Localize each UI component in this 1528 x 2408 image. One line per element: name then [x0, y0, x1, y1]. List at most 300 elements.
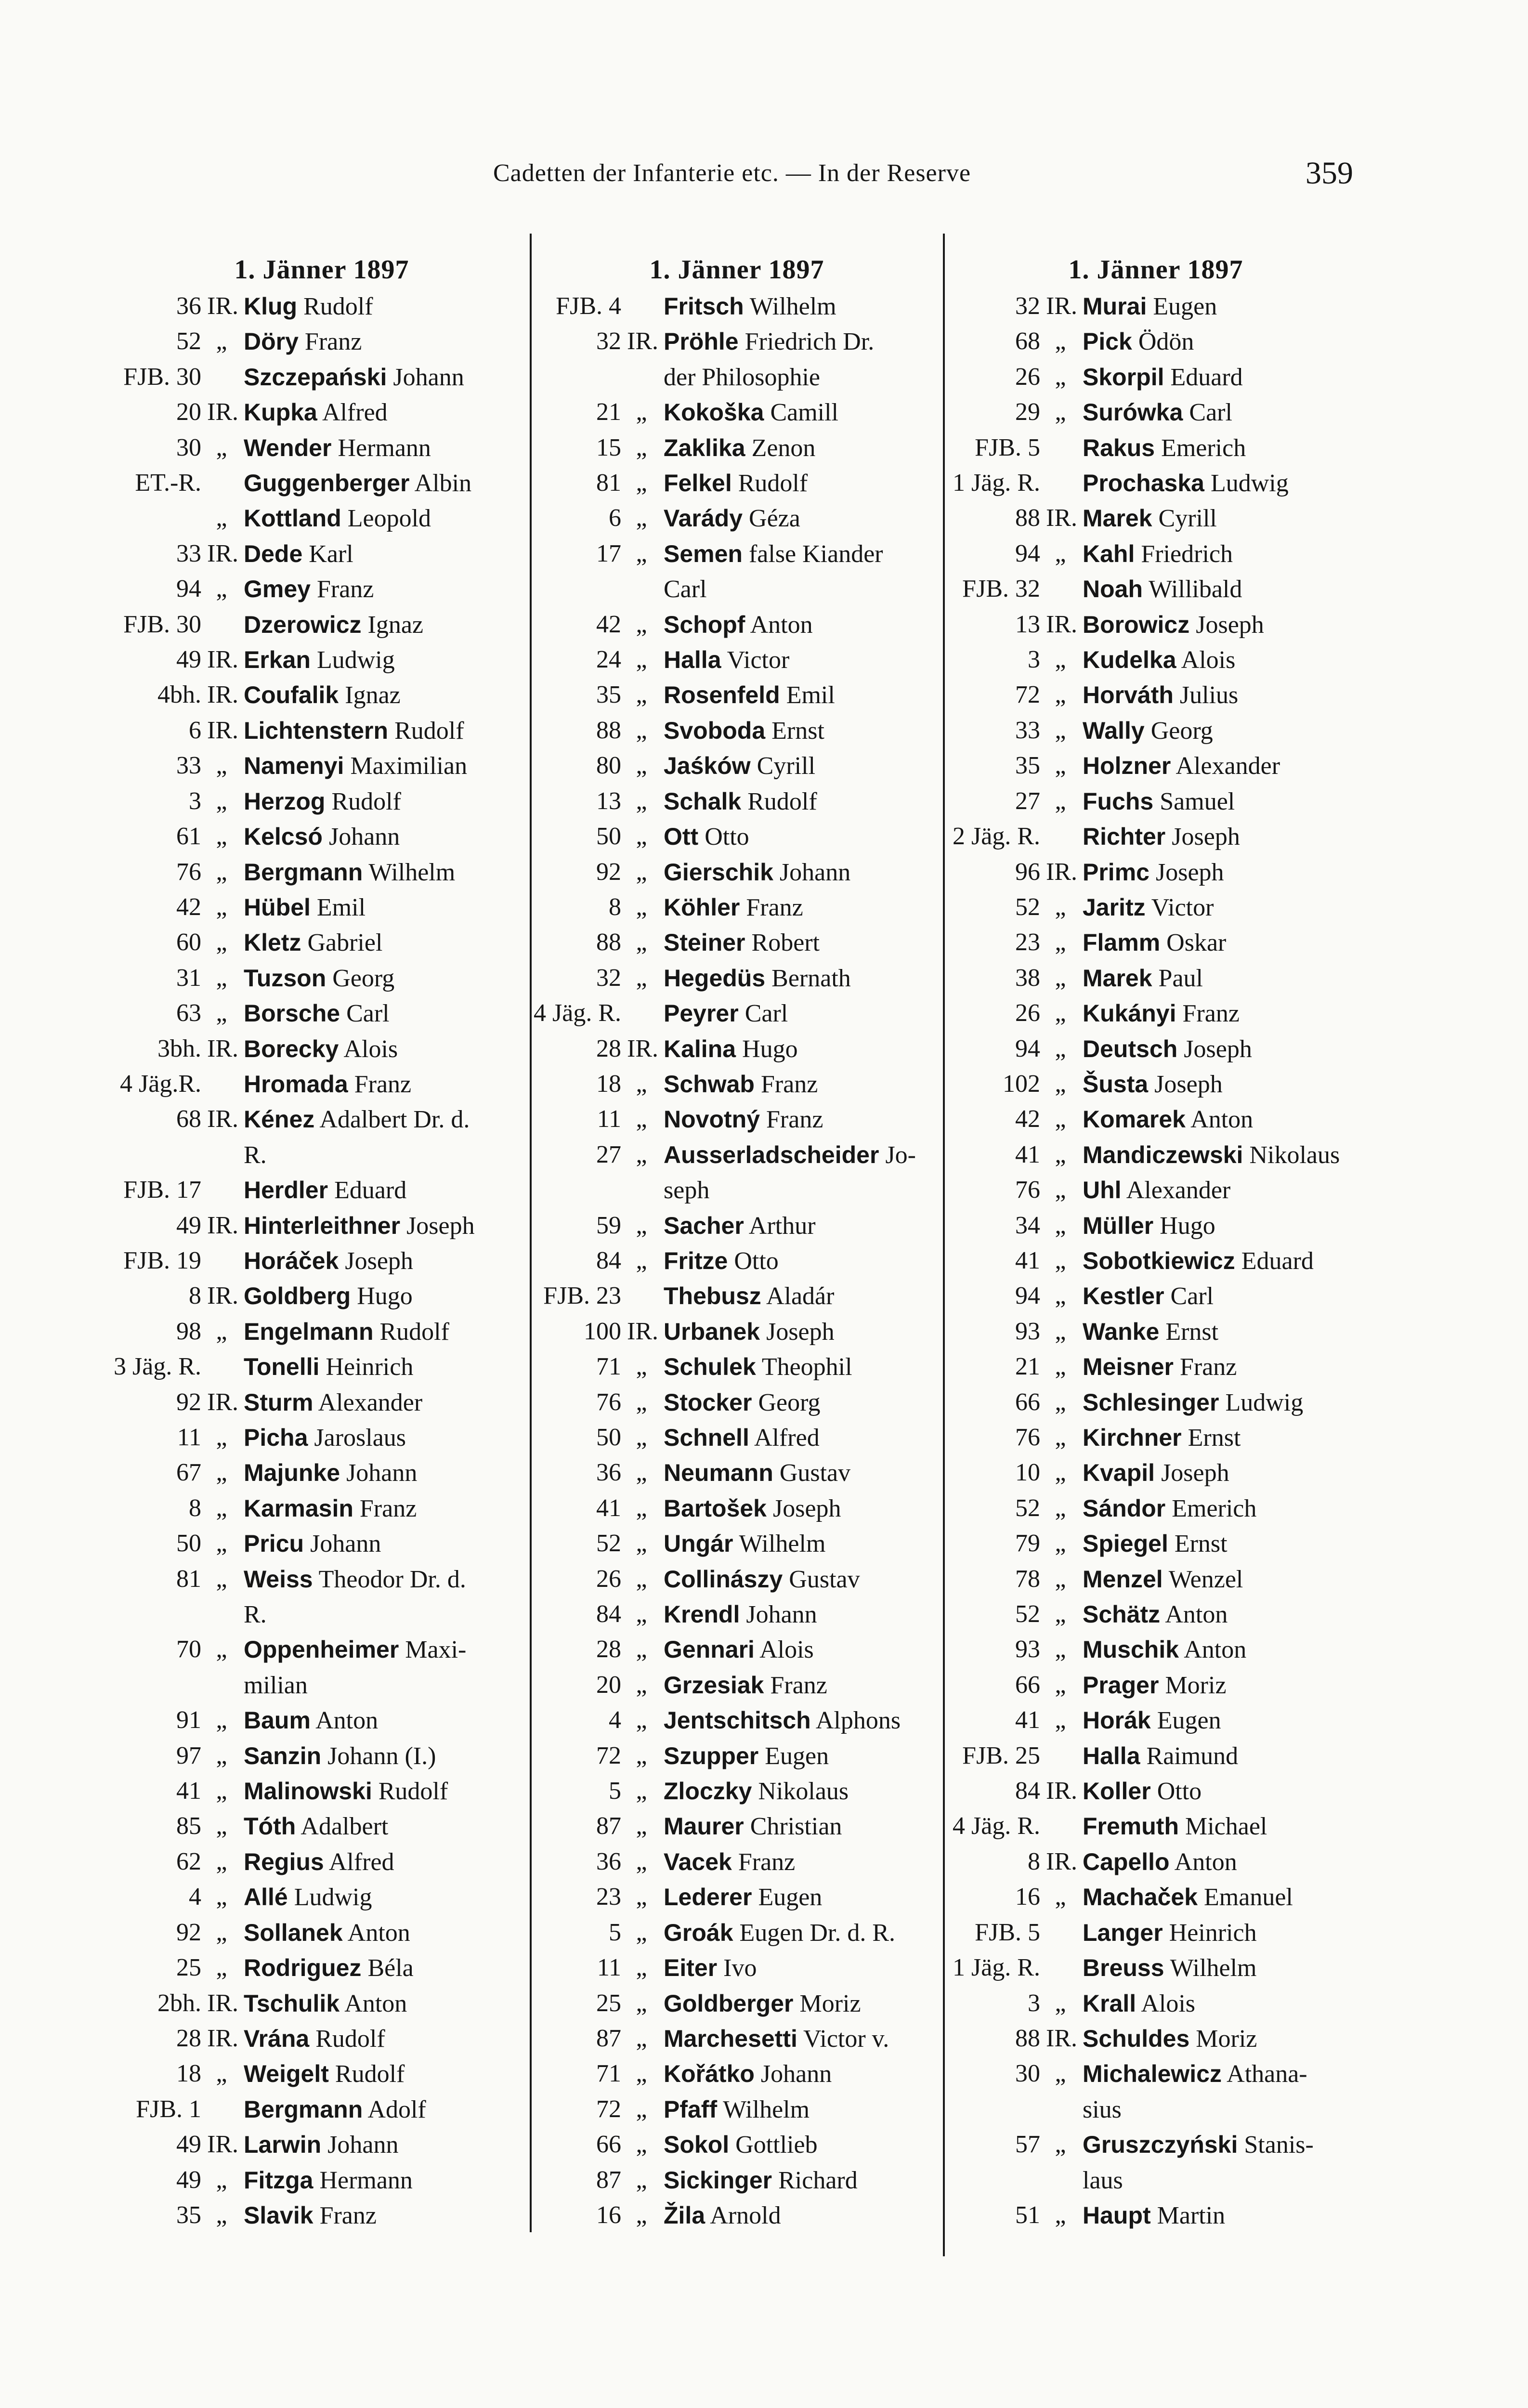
surname: Sándor	[1083, 1494, 1166, 1522]
unit-number: 68	[1015, 327, 1040, 355]
given-name: Samuel	[1160, 787, 1235, 815]
unit-number: 4 Jäg. R.	[953, 1812, 1040, 1840]
unit-type: „	[1055, 787, 1066, 815]
unit-number: 33	[176, 539, 201, 567]
list-item	[530, 748, 944, 784]
given-name: Camill	[770, 399, 838, 427]
surname: Hübel	[244, 893, 311, 921]
unit-number: 52	[1015, 1600, 1040, 1628]
unit-type	[1040, 1739, 1081, 1774]
cadet-name	[662, 1739, 944, 1774]
unit-number: 26	[1015, 363, 1040, 391]
surname: Bergmann	[244, 2095, 363, 2123]
given-name: Victor	[727, 646, 790, 674]
given-name: Friedrich Dr.	[744, 328, 875, 356]
given-name: Wilhelm	[739, 1530, 826, 1558]
list-item	[530, 784, 944, 819]
column-heading: 1. Jänner 1897	[1068, 255, 1243, 285]
unit-number	[110, 1138, 201, 1173]
unit-type: „	[1055, 327, 1066, 355]
cadet-name	[662, 1880, 944, 1915]
cadet-name	[242, 395, 534, 430]
unit-type	[201, 1597, 242, 1632]
given-name: Zenon	[751, 434, 816, 462]
unit-type: „	[216, 999, 227, 1027]
cadet-name	[242, 996, 534, 1031]
unit-type: „	[216, 1317, 227, 1345]
unit-type: „	[1055, 1600, 1066, 1628]
list-item	[530, 713, 944, 748]
given-name: Wilhelm	[749, 293, 836, 320]
cadet-name	[242, 1845, 534, 1880]
surname: Kudelka	[1083, 646, 1176, 674]
given-name: Maximilian	[350, 752, 468, 780]
list-item	[530, 1314, 944, 1349]
given-name: Carl	[1170, 1283, 1214, 1310]
cadet-name	[662, 1067, 944, 1102]
unit-type: „	[636, 893, 647, 921]
unit-type	[201, 466, 242, 501]
given-name: Bernath	[771, 964, 851, 992]
cadet-name	[242, 1067, 534, 1102]
unit-type: IR.	[627, 1317, 658, 1345]
unit-number: FJB. 1	[136, 2095, 201, 2123]
cadet-name	[1081, 925, 1363, 960]
surname: Ausserladscheider	[664, 1141, 879, 1168]
unit-type: „	[216, 1424, 227, 1451]
list-item	[530, 1420, 944, 1455]
surname: Tonelli	[244, 1353, 320, 1381]
unit-type: „	[1055, 1424, 1066, 1451]
unit-type: „	[1055, 363, 1066, 391]
given-name: Eugen	[1153, 293, 1217, 320]
list-item	[110, 713, 534, 748]
list-item	[530, 678, 944, 713]
cadet-name	[1081, 1597, 1363, 1632]
cadet-name	[242, 2021, 534, 2056]
list-item	[110, 1668, 534, 1703]
surname: Kestler	[1083, 1283, 1164, 1310]
given-name: Franz	[354, 1070, 412, 1098]
unit-type: „	[636, 1989, 647, 2017]
given-name: Johann (I.)	[327, 1742, 436, 1770]
column-heading: 1. Jänner 1897	[649, 255, 824, 285]
list-item	[530, 1915, 944, 1950]
unit-number: 4	[189, 1883, 201, 1911]
surname: Vacek	[664, 1848, 732, 1875]
unit-number: 20	[176, 398, 201, 426]
unit-number: 76	[1015, 1424, 1040, 1451]
unit-number: 94	[176, 575, 201, 603]
given-name: Michael	[1185, 1813, 1267, 1841]
given-name: Johann	[310, 1530, 381, 1558]
given-name: Alois	[1181, 646, 1236, 674]
list-item	[110, 1915, 534, 1950]
surname: Borecky	[244, 1035, 339, 1062]
unit-number: 30	[176, 433, 201, 461]
cadet-name	[662, 1703, 944, 1738]
unit-type: „	[216, 1847, 227, 1875]
list-item	[949, 2021, 1363, 2056]
surname: Žila	[664, 2201, 705, 2229]
given-name: Alois	[343, 1035, 398, 1063]
unit-type: „	[636, 539, 647, 567]
given-name: Adolf	[367, 2095, 426, 2123]
cadet-name	[1081, 1067, 1363, 1102]
list-item	[949, 501, 1363, 536]
given-name: Joseph	[1154, 1070, 1223, 1098]
cadet-name	[1081, 572, 1363, 607]
cadet-name	[662, 360, 944, 395]
surname: Kelcsó	[244, 823, 323, 851]
unit-type: „	[216, 433, 227, 461]
surname: Schuldes	[1083, 2025, 1190, 2052]
list-item	[530, 1809, 944, 1844]
surname: Dzerowicz	[244, 611, 362, 638]
given-name: Anton	[347, 1919, 410, 1947]
surname: Horváth	[1083, 681, 1174, 709]
cadet-name	[1081, 1950, 1363, 1986]
unit-number: 41	[1015, 1140, 1040, 1168]
unit-type	[621, 996, 662, 1031]
surname: Varády	[664, 505, 743, 532]
surname: Sickinger	[664, 2166, 772, 2194]
unit-type: „	[216, 1565, 227, 1593]
surname: Marek	[1083, 505, 1152, 532]
unit-type: „	[1055, 752, 1066, 780]
given-name: Wilhelm	[1170, 1954, 1257, 1982]
cadet-name	[662, 537, 944, 572]
unit-number: FJB. 32	[962, 575, 1040, 603]
cadet-name	[242, 1809, 534, 1844]
unit-type	[621, 1279, 662, 1314]
list-item	[530, 1597, 944, 1632]
surname: Noah	[1083, 576, 1143, 603]
cadet-name	[1081, 1420, 1363, 1455]
list-item	[530, 2127, 944, 2162]
unit-type: „	[636, 1070, 647, 1098]
given-name: Ludwig	[316, 646, 395, 674]
unit-type: IR.	[207, 1105, 238, 1133]
list-item	[949, 2198, 1363, 2233]
cadet-name	[662, 1243, 944, 1279]
given-name: Rudolf	[315, 2025, 385, 2053]
cadet-name	[242, 1668, 534, 1703]
surname: Steiner	[664, 929, 745, 956]
given-name: Franz	[746, 893, 803, 921]
unit-number: 71	[596, 2060, 621, 2088]
unit-type: „	[216, 929, 227, 956]
unit-type: „	[1055, 2201, 1066, 2229]
list-item	[949, 713, 1363, 748]
given-name: Nikolaus	[1249, 1141, 1340, 1169]
unit-number: 1 Jäg. R.	[953, 469, 1040, 497]
unit-number: 25	[596, 1989, 621, 2017]
given-name: Karl	[309, 540, 353, 568]
list-item	[949, 855, 1363, 890]
cadet-name	[242, 1986, 534, 2021]
given-name: Oskar	[1166, 929, 1227, 957]
unit-number: 3	[1028, 1989, 1040, 2017]
list-item	[949, 642, 1363, 678]
given-name: Johann	[393, 363, 464, 391]
given-name: Alfred	[328, 1848, 394, 1876]
unit-number: 57	[1015, 2131, 1040, 2159]
surname: Schätz	[1083, 1601, 1161, 1628]
surname: Malinowski	[244, 1778, 372, 1805]
cadet-name	[662, 925, 944, 960]
cadet-name	[242, 2198, 534, 2233]
given-name: seph	[664, 1177, 710, 1204]
list-item	[949, 784, 1363, 819]
surname: Haupt	[1083, 2201, 1151, 2229]
surname: Koller	[1083, 1778, 1151, 1805]
unit-number: 87	[596, 1812, 621, 1840]
list-item	[530, 1491, 944, 1526]
unit-type: „	[216, 1954, 227, 1982]
surname: Horáček	[244, 1247, 339, 1274]
surname: Larwin	[244, 2131, 322, 2159]
cadet-name	[1081, 1739, 1363, 1774]
cadet-name	[662, 890, 944, 925]
list-item	[949, 1208, 1363, 1243]
cadet-name	[242, 1950, 534, 1986]
given-name: Gabriel	[307, 929, 383, 957]
unit-number	[530, 1173, 621, 1208]
surname: Maurer	[664, 1813, 744, 1840]
unit-type: „	[1055, 1494, 1066, 1522]
list-item	[949, 1597, 1363, 1632]
unit-number: 84	[1015, 1777, 1040, 1805]
given-name: Anton	[1165, 1601, 1228, 1629]
unit-type: IR.	[1046, 504, 1077, 532]
given-name: Ignaz	[367, 611, 423, 639]
given-name: Theodor Dr. d.	[318, 1565, 466, 1593]
given-name: Athana-	[1227, 2060, 1307, 2088]
unit-type: „	[1055, 1211, 1066, 1239]
list-item	[530, 395, 944, 430]
unit-type: „	[1055, 964, 1066, 992]
list-item	[530, 1067, 944, 1102]
list-item	[530, 1455, 944, 1491]
given-name: Willibald	[1149, 576, 1242, 603]
given-name: Alfred	[754, 1424, 820, 1452]
given-name: Georg	[1150, 717, 1213, 745]
surname: Jaritz	[1083, 893, 1146, 921]
list-item	[949, 466, 1363, 501]
cadet-name	[1081, 890, 1363, 925]
given-name: Franz	[766, 1106, 823, 1134]
unit-number: 6	[609, 504, 621, 532]
unit-type	[201, 1243, 242, 1279]
cadet-name	[1081, 2056, 1363, 2092]
given-name: Joseph	[1161, 1459, 1229, 1487]
unit-type: „	[636, 610, 647, 638]
unit-number: 38	[1015, 964, 1040, 992]
column-1	[110, 250, 534, 2233]
unit-number: 63	[176, 999, 201, 1027]
unit-number: 66	[596, 2131, 621, 2159]
list-item	[110, 1243, 534, 1279]
given-name: Joseph	[1196, 611, 1264, 639]
cadet-name	[242, 925, 534, 960]
cadet-name	[1081, 1349, 1363, 1385]
surname: Hromada	[244, 1070, 348, 1098]
given-name: Robert	[751, 929, 820, 957]
unit-type: „	[636, 1812, 647, 1840]
cadet-name	[1081, 1915, 1363, 1950]
list-item	[110, 996, 534, 1031]
unit-number: 62	[176, 1847, 201, 1875]
unit-number: 50	[596, 823, 621, 851]
surname: Neumann	[664, 1459, 773, 1487]
surname: Marek	[1083, 964, 1152, 992]
cadet-name	[242, 1032, 534, 1067]
unit-type: „	[216, 1459, 227, 1487]
list-item	[110, 2198, 534, 2233]
page-number: 359	[1306, 156, 1353, 191]
given-name: Alexander	[1175, 752, 1280, 780]
unit-number: 49	[176, 1211, 201, 1239]
surname: Ott	[664, 823, 699, 851]
surname: Gruszczyński	[1083, 2131, 1238, 2159]
unit-number: 26	[596, 1565, 621, 1593]
given-name: Martin	[1157, 2201, 1226, 2229]
surname: Stocker	[664, 1388, 752, 1416]
cadet-name	[662, 1455, 944, 1491]
unit-number: 8	[189, 1494, 201, 1522]
given-name: Aladár	[766, 1283, 835, 1310]
surname: Bergmann	[244, 858, 363, 886]
given-name: Heinrich	[326, 1353, 414, 1381]
surname: Lederer	[664, 1884, 752, 1911]
list-item	[110, 819, 534, 854]
surname: Sollanek	[244, 1919, 343, 1946]
unit-number: 15	[596, 433, 621, 461]
unit-number: 78	[1015, 1565, 1040, 1593]
unit-type	[1040, 466, 1081, 501]
unit-type: IR.	[1046, 1777, 1077, 1805]
surname: Köhler	[664, 893, 740, 921]
list-item	[110, 572, 534, 607]
cadet-name	[242, 466, 534, 501]
given-name: Alphons	[815, 1707, 901, 1735]
unit-type: „	[216, 1812, 227, 1840]
given-name: Johann	[746, 1601, 817, 1629]
unit-number: 100	[584, 1317, 621, 1345]
list-item	[530, 2021, 944, 2056]
unit-number: FJB. 19	[123, 1246, 201, 1274]
given-name: Wilhelm	[368, 858, 456, 886]
unit-number: 41	[1015, 1706, 1040, 1734]
given-name: Anton	[1190, 1106, 1254, 1134]
cadet-name	[242, 1314, 534, 1349]
cadet-name	[242, 537, 534, 572]
given-name: Ernst	[1174, 1530, 1228, 1558]
cadet-name	[662, 784, 944, 819]
unit-number: 59	[596, 1211, 621, 1239]
unit-number: 41	[1015, 1246, 1040, 1274]
unit-number: 6	[189, 716, 201, 744]
surname: Sturm	[244, 1388, 313, 1416]
surname: Weiss	[244, 1565, 313, 1593]
list-item	[530, 1668, 944, 1703]
given-name: Ivo	[723, 1954, 757, 1982]
given-name: R.	[244, 1141, 267, 1169]
unit-number: 84	[596, 1600, 621, 1628]
cadet-name	[1081, 678, 1363, 713]
unit-number	[530, 572, 621, 607]
cadet-name	[1081, 1845, 1363, 1880]
surname: Kalina	[664, 1035, 736, 1062]
cadet-name	[662, 678, 944, 713]
surname: Kupka	[244, 399, 317, 426]
unit-number: FJB. 17	[123, 1176, 201, 1204]
unit-type: „	[636, 504, 647, 532]
cadet-name	[242, 642, 534, 678]
surname: Borowicz	[1083, 611, 1190, 638]
given-name: Hugo	[1160, 1212, 1215, 1240]
cadet-name	[662, 1102, 944, 1137]
given-name: Alfred	[322, 399, 388, 427]
surname: Sanzin	[244, 1742, 322, 1769]
unit-number: 8	[189, 1282, 201, 1310]
list-item	[530, 996, 944, 1031]
unit-number: 88	[596, 929, 621, 956]
list-item	[530, 431, 944, 466]
list-item	[530, 890, 944, 925]
given-name: Carl	[744, 1000, 788, 1028]
cadet-name	[1081, 2163, 1363, 2198]
list-item	[949, 1067, 1363, 1102]
unit-number: 42	[176, 893, 201, 921]
cadet-name	[662, 1845, 944, 1880]
cadet-name	[242, 1138, 534, 1173]
given-name: Christian	[750, 1813, 842, 1841]
list-item	[949, 2127, 1363, 2162]
cadet-name	[242, 1279, 534, 1314]
unit-number: 27	[1015, 787, 1040, 815]
unit-type: „	[1055, 539, 1066, 567]
unit-type: „	[636, 1777, 647, 1805]
unit-type: IR.	[207, 398, 238, 426]
surname: Fritze	[664, 1247, 728, 1274]
list-item	[949, 1845, 1363, 1880]
unit-type: IR.	[207, 1989, 238, 2017]
unit-type: „	[636, 646, 647, 674]
list-item	[110, 748, 534, 784]
list-item	[110, 1314, 534, 1349]
unit-type: „	[636, 1741, 647, 1769]
given-name: Franz	[760, 1070, 818, 1098]
given-name: Béla	[367, 1954, 414, 1982]
surname: Kirchner	[1083, 1424, 1182, 1451]
surname: Halla	[1083, 1742, 1140, 1769]
given-name: Rudolf	[378, 1778, 448, 1806]
surname: Wally	[1083, 717, 1145, 744]
cadet-name	[242, 678, 534, 713]
given-name: der Philosophie	[664, 363, 820, 391]
entry-list	[110, 289, 534, 2233]
unit-type	[1040, 1809, 1081, 1844]
list-item	[110, 2056, 534, 2092]
unit-number: 42	[596, 610, 621, 638]
cadet-name	[662, 1349, 944, 1385]
cadet-name	[662, 855, 944, 890]
cadet-name	[662, 642, 944, 678]
list-item	[110, 537, 534, 572]
unit-number: 3 Jäg. R.	[114, 1353, 201, 1381]
